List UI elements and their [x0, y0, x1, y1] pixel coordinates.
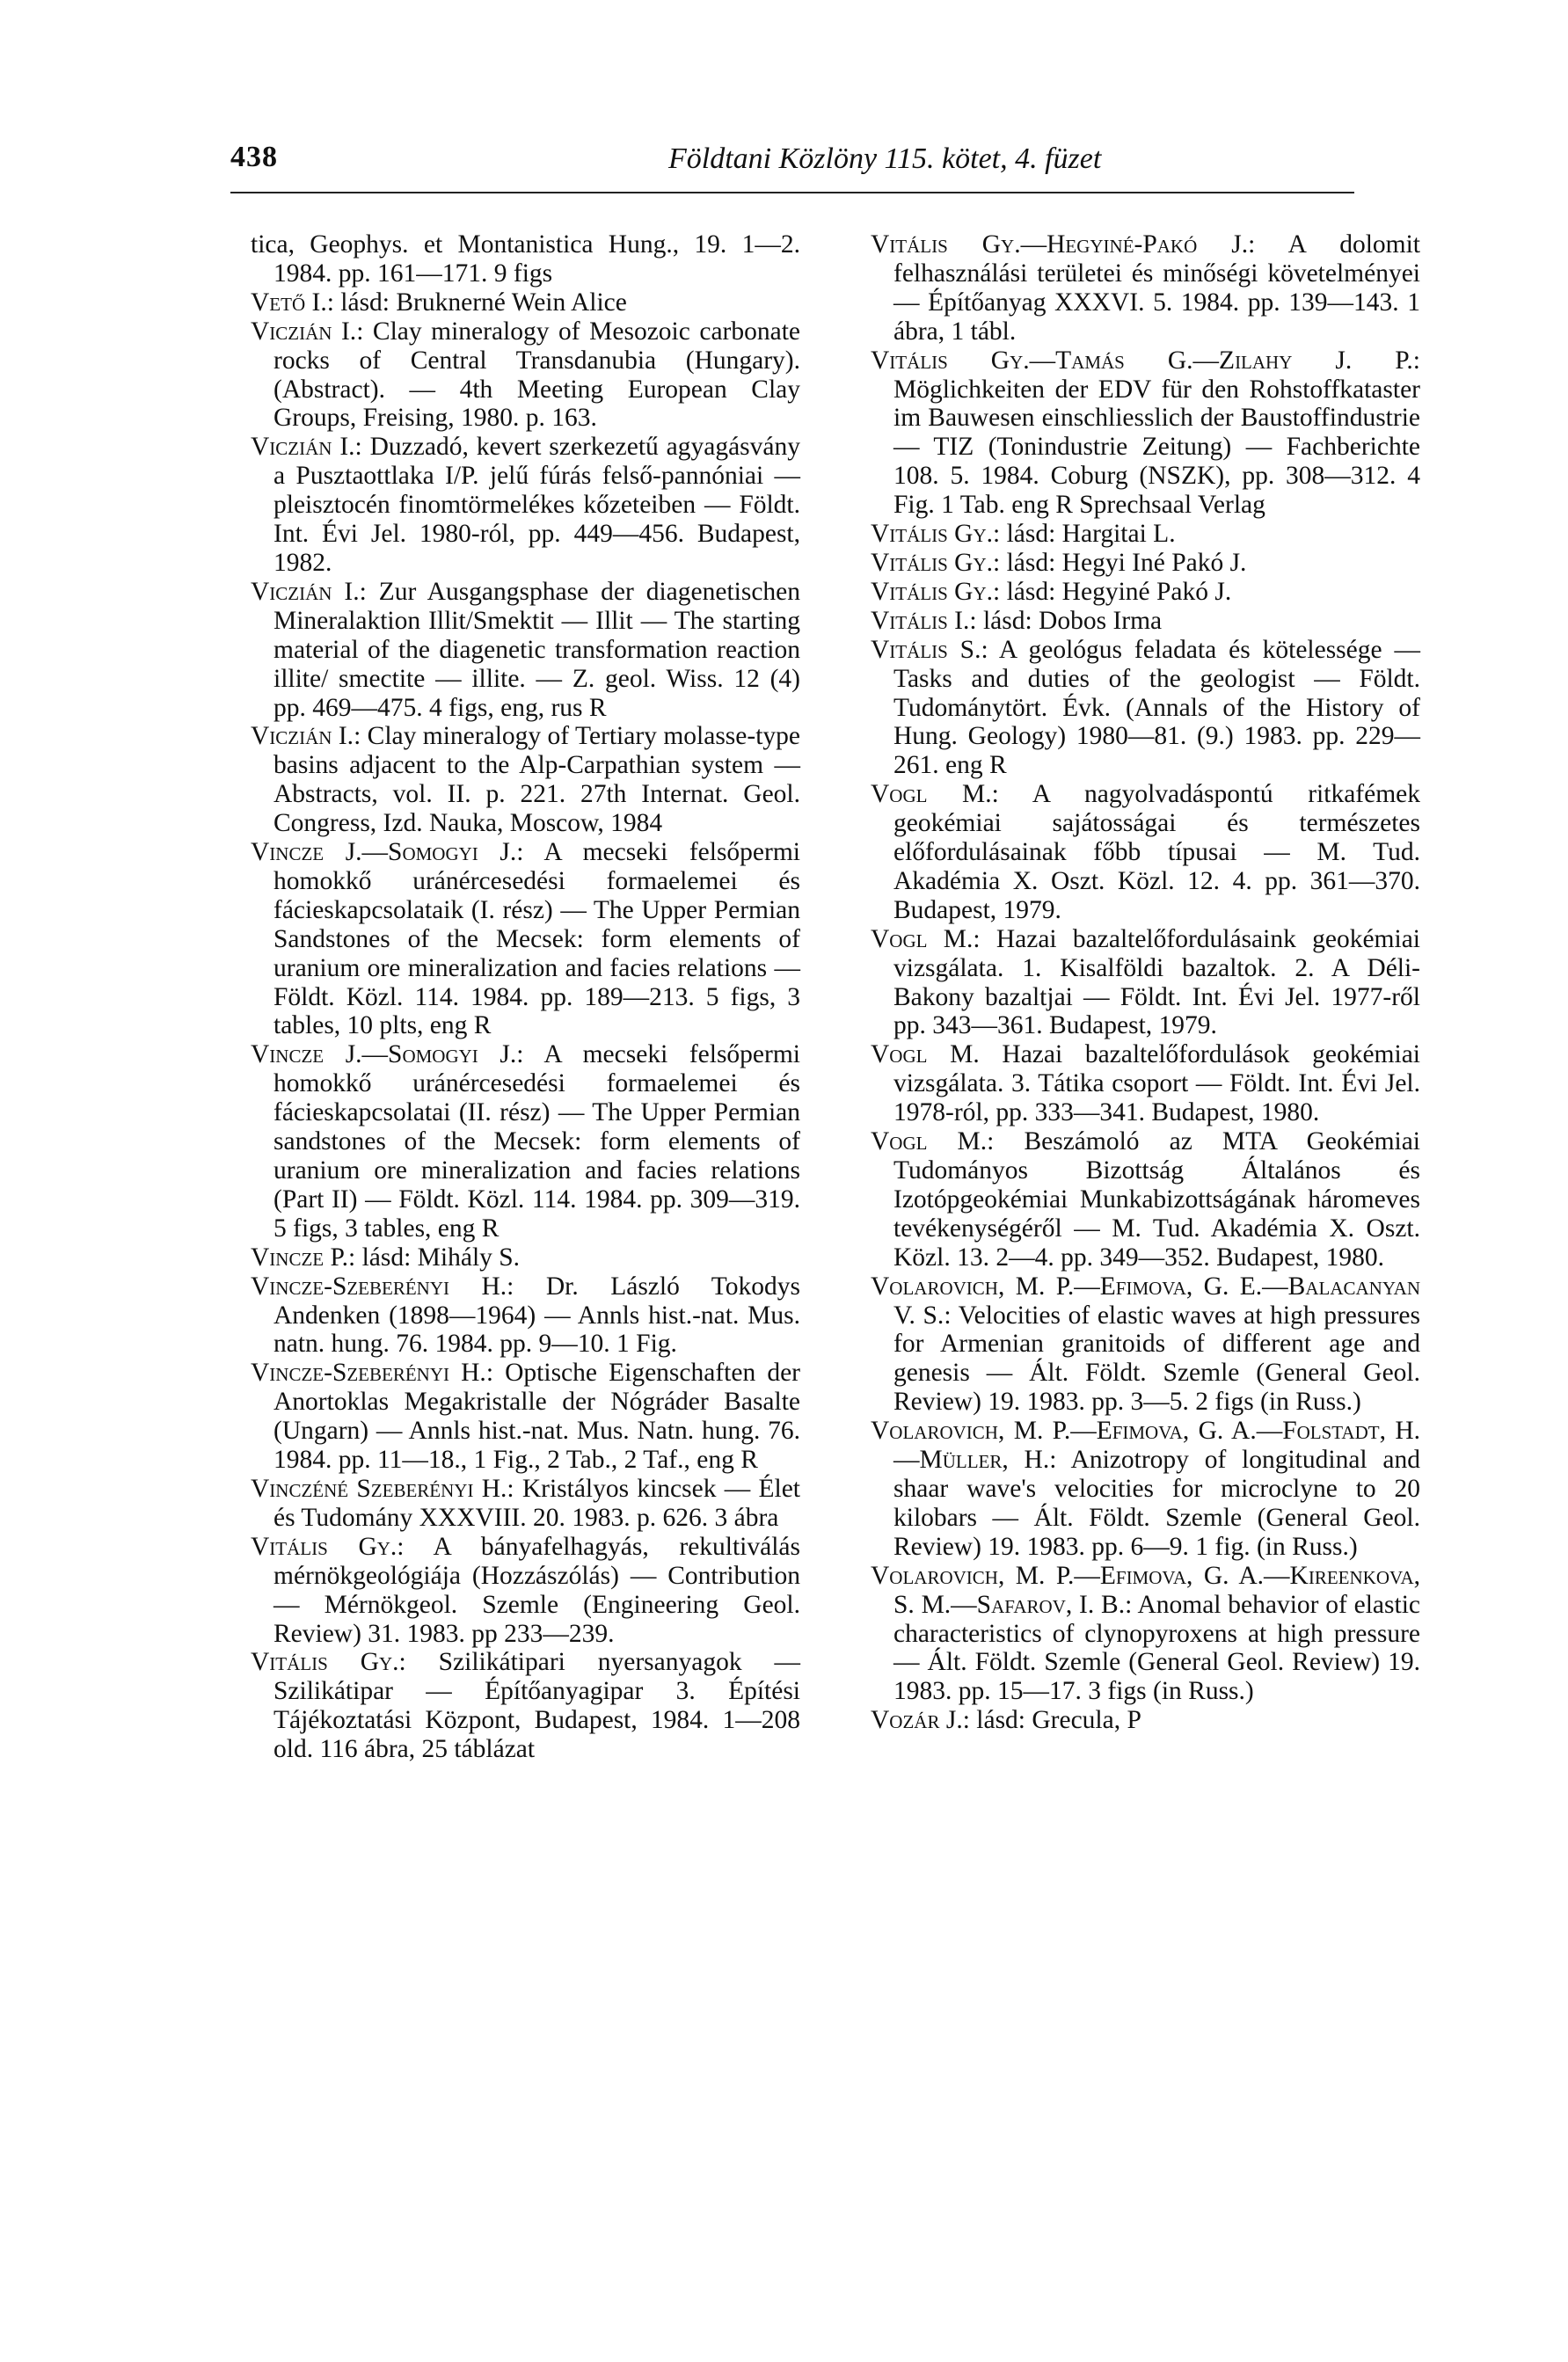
entry-author: Viczián I. — [251, 577, 360, 606]
bibliography-entry — [251, 1359, 800, 1475]
entry-text: : lásd: Dobos Irma — [969, 606, 1163, 635]
entry-author: Volarovich, M. P.—Efimova, G. A.—Folstadt, H.—Müller, H. — [871, 1417, 1420, 1475]
entry-author: Vitális S. — [871, 635, 981, 664]
entry-author: Vitális Gy. — [251, 1532, 397, 1561]
bibliography-entry — [871, 636, 1420, 781]
entry-author: Viczián I. — [251, 317, 357, 346]
entry-author: Vitális Gy. — [871, 577, 994, 606]
entry-author: Vinczéné Szeberényi H. — [251, 1474, 507, 1503]
bibliography-entry — [251, 288, 800, 317]
entry-author: Volarovich, M. P.—Efimova, G. E.—Balacanyan V. S. — [871, 1272, 1420, 1330]
entry-author: Vogl M. — [871, 1040, 980, 1069]
entry-author: Vitális Gy. — [251, 1648, 399, 1677]
bibliography-entry — [251, 1533, 800, 1649]
entry-text: : Clay mineralogy of Mesozoic carbonate rocks of Central Transdanubia (Hungary). (Abstract). — 4th Meeting European Clay Groups, Freising, 1980. p. 163. — [273, 317, 800, 433]
entry-text: : Anizotropy of longitudinal and shaar wave's velocities for microclyne to 20 kilobars — Ált. Földt. Szemle (General Geol. Review) 19. 1983. pp. 6—9. 1 fig. (in Russ.) — [893, 1446, 1420, 1561]
entry-author: Vető I. — [251, 288, 327, 317]
entry-author: Volarovich, M. P.—Efimova, G. A.—Kireenkova, S. M.—Safarov, I. B. — [871, 1561, 1420, 1619]
entry-text: : A mecseki felsőpermi homokkő uránércesedési formaelemei és fácieskapcsolatai (II. rész) — The Upper Permian sandstones of the Mecsek: form elements of uranium ore mineralization and facies relations (Part II) — Földt. Közl. 114. 1984. pp. 309—319. 5 figs, 3 tables, eng R — [273, 1040, 800, 1243]
bibliography-entry — [251, 230, 800, 288]
entry-author: Vogl M. — [871, 924, 974, 953]
entry-text: : Clay mineralogy of Tertiary molasse-type basins adjacent to the Alp-Carpathian system — Abstracts, vol. II. p. 221. 27th Internat. Geol. Congress, Izd. Nauka, Moscow, 1984 — [273, 722, 800, 838]
entry-author: Vitális I. — [871, 606, 970, 635]
entry-text: : lásd: Hegyiné Pakó J. — [993, 577, 1232, 606]
bibliography-entry — [871, 1040, 1420, 1127]
left-column — [251, 230, 800, 1764]
bibliography-entry — [871, 1417, 1420, 1562]
bibliography-entry — [251, 1243, 800, 1272]
entry-text: Hazai bazaltelőfordulások geokémiai vizsgálata. 3. Tátika csoport — Földt. Int. Évi Jel. 1978-ról, pp. 333—341. Budapest, 1980. — [893, 1040, 1420, 1127]
bibliography-entry — [871, 230, 1420, 346]
bibliography-entry — [251, 433, 800, 578]
entry-text: : A nagyolvadáspontú ritkafémek geokémiai sajátosságai és természetes előfordulásainak főbb típusai — M. Tud. Akadémia X. Oszt. Közl. 12. 4. pp. 361—370. Budapest, 1979. — [893, 780, 1420, 924]
entry-author: Vitális Gy. — [871, 548, 994, 577]
entry-text: : Dr. László Tokodys Andenken (1898—1964) — Annls hist.-nat. Mus. natn. hung. 76. 1984. pp. 9—10. 1 Fig. — [273, 1272, 800, 1359]
entry-author: Vincze J.—Somogyi J. — [251, 838, 517, 867]
entry-text: : Kristályos kincsek — Élet és Tudomány XXXVIII. 20. 1983. p. 626. 3 ábra — [273, 1474, 800, 1532]
page-number: 438 — [230, 141, 278, 173]
entry-text: : lásd: Mihály S. — [348, 1243, 521, 1272]
bibliography-entry — [251, 1648, 800, 1764]
entry-author: Viczián I. — [251, 722, 354, 751]
entry-text: : Szilikátipari nyersanyagok — Szilikátipar — Építőanyagipar 3. Építési Tájékoztatási Központ, Budapest, 1984. 1—208 old. 116 ábra, 25 táblázat — [273, 1648, 800, 1764]
entry-author: Vitális Gy.—Tamás G.—Zilahy J. P. — [871, 346, 1413, 375]
right-column — [871, 230, 1420, 1735]
bibliography-entry — [871, 346, 1420, 520]
bibliography-entry — [251, 838, 800, 1040]
entry-text: : A mecseki felsőpermi homokkő uránércesedési formaelemei és fácieskapcsolataik (I. rész) — The Upper Permian Sandstones of the Mecsek: form elements of uranium ore mineralization and facies relations — Földt. Közl. 114. 1984. pp. 189—213. 5 figs, 3 tables, 10 plts, eng R — [273, 838, 800, 1040]
bibliography-entry — [251, 1272, 800, 1360]
bibliography-entry — [871, 780, 1420, 925]
bibliography-entry — [871, 1127, 1420, 1272]
bibliography-entry — [871, 520, 1420, 549]
entry-author: Viczián I. — [251, 433, 355, 462]
entry-text: tica, Geophys. et Montanistica Hung., 19. 1—2. 1984. pp. 161—171. 9 figs — [251, 230, 800, 288]
bibliography-entry — [871, 1562, 1420, 1707]
entry-text: : Velocities of elastic waves at high pressures for Armenian granitoids of different age and genesis — Ált. Földt. Szemle (General Geol. Review) 19. 1983. pp. 3—5. 2 figs (in Russ.) — [893, 1301, 1420, 1417]
running-title: Földtani Közlöny 115. kötet, 4. füzet — [668, 142, 1102, 175]
header-rule — [230, 192, 1354, 193]
entry-text: : A geológus feladata és kötelessége — Tasks and duties of the geologist — Földt. Tudománytört. Évk. (Annals of the History of Hung. Geology) 1980—81. (9.) 1983. pp. 229—261. eng R — [893, 635, 1420, 780]
bibliography-entry — [871, 607, 1420, 636]
entry-author: Vincze-Szeberényi H. — [251, 1359, 486, 1388]
entry-author: Vincze P. — [251, 1243, 349, 1272]
entry-author: Vincze J.—Somogyi J. — [251, 1040, 517, 1069]
entry-text: : Hazai bazaltelőfordulásaink geokémiai vizsgálata. 1. Kisalföldi bazaltok. 2. A Déli-Bakony bazaltjai — Földt. Int. Évi Jel. 1977-ről pp. 343—361. Budapest, 1979. — [893, 924, 1420, 1040]
bibliography-entry — [251, 1475, 800, 1533]
bibliography-entry — [871, 578, 1420, 607]
entry-text: : Zur Ausgangsphase der diagenetischen Mineralaktion Illit/Smektit — Illit — The starting material of the diagenetic transformation reaction illite/ smectite — illite. — Z. geol. Wiss. 12 (4) pp. 469—475. 4 figs, eng, rus R — [273, 577, 801, 722]
entry-text: : A dolomit felhasználási területei és minőségi követelményei — Építőanyag XXXVI. 5. 1984. pp. 139—143. 1 ábra, 1 tábl. — [893, 230, 1421, 346]
bibliography-entry — [871, 925, 1420, 1041]
entry-author: Vitális Gy.—Hegyiné-Pakó J. — [871, 230, 1249, 259]
bibliography-entry — [251, 722, 800, 838]
entry-text: : lásd: Hegyi Iné Pakó J. — [993, 548, 1247, 577]
bibliography-entry — [251, 1040, 800, 1243]
entry-author: Vincze-Szeberényi H. — [251, 1272, 507, 1301]
entry-text: : Anomal behavior of elastic characteristics of clynopyroxens at high pressure — Ált. Földt. Szemle (General Geol. Review) 19. 1983. pp. 15—17. 3 figs (in Russ.) — [893, 1590, 1420, 1706]
entry-text: : lásd: Grecula, P — [962, 1706, 1141, 1735]
bibliography-entry — [251, 578, 800, 723]
bibliography-entry — [871, 549, 1420, 578]
entry-text: : Möglichkeiten der EDV für den Rohstoffkataster im Bauwesen einschliesslich der Baustoffindustrie — TIZ (Tonindustrie Zeitung) — Fachberichte 108. 5. 1984. Coburg (NSZK), pp. 308—312. 4 Fig. 1 Tab. eng R Sprechsaal Verlag — [893, 346, 1420, 520]
entry-text: : Beszámoló az MTA Geokémiai Tudományos Bizottság Általános és Izotópgeokémiai Munkabizottságának háromeves tevékenységéről — M. Tud. Akadémia X. Oszt. Közl. 13. 2—4. pp. 349—352. Budapest, 1980. — [893, 1127, 1420, 1272]
entry-text: : Duzzadó, kevert szerkezetű agyagásvány a Pusztaottlaka I/P. jelű fúrás felső-pannóniai — pleisztocén finomtörmelékes kőzeteiben — Földt. Int. Évi Jel. 1980-ról, pp. 449—456. Budapest, 1982. — [273, 433, 801, 577]
bibliography-entry — [251, 317, 800, 434]
bibliography-entry — [871, 1706, 1420, 1735]
entry-author: Vogl M. — [871, 780, 992, 809]
entry-text: : Optische Eigenschaften der Anortoklas Megakristalle der Nógráder Basalte (Ungarn) — Annls hist.-nat. Mus. Natn. hung. 76. 1984. pp. 11—18., 1 Fig., 2 Tab., 2 Taf., eng R — [273, 1359, 800, 1475]
entry-author: Vitális Gy. — [871, 520, 994, 549]
entry-text: : lásd: Bruknerné Wein Alice — [326, 288, 627, 317]
entry-text: : A bányafelhagyás, rekultiválás mérnökgeológiája (Hozzászólás) — Contribution — Mérnökgeol. Szemle (Engineering Geol. Review) 31. 1983. pp 233—239. — [273, 1532, 800, 1648]
bibliography-entry — [871, 1272, 1420, 1418]
entry-author: Vogl M. — [871, 1127, 988, 1156]
entry-author: Vozár J. — [871, 1706, 963, 1735]
entry-text: : lásd: Hargitai L. — [993, 520, 1176, 549]
